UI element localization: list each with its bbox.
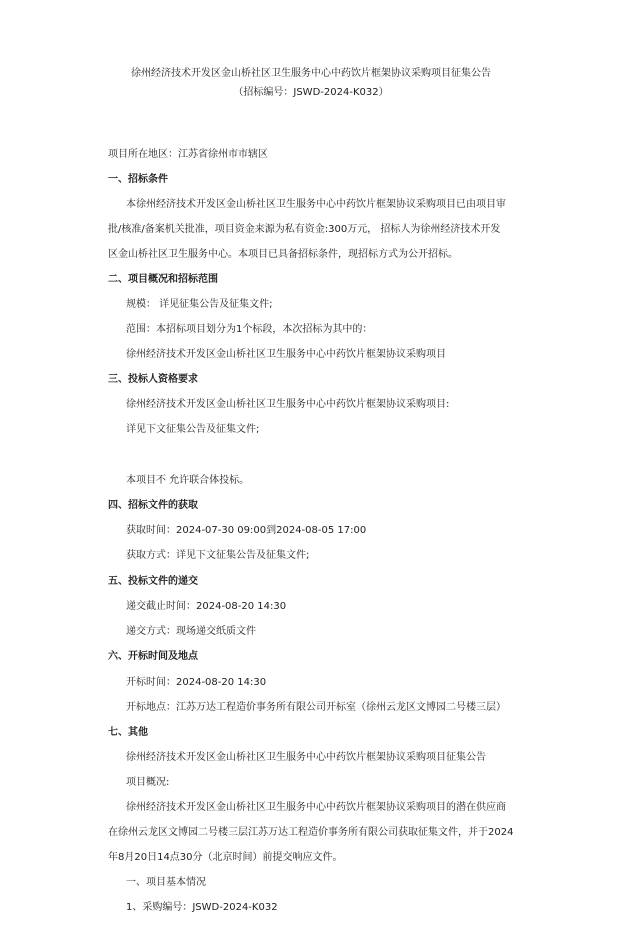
section-3-heading: 三、投标人资格要求 [108, 374, 198, 385]
section-2-range: 范围：本招标项目划分为1个标段，本次招标为其中的： [126, 324, 373, 335]
section-7-text: 徐州经济技术开发区金山桥社区卫生服务中心中药饮片框架协议采购项目征集公告 [126, 752, 486, 763]
section-3-joint: 本项目不 允许联合体投标。 [126, 475, 250, 486]
section-7-text: 在徐州云龙区文博园二号楼三层江苏万达工程造价事务所有限公司获取征集文件，并于2024 [108, 827, 514, 838]
section-6-time: 开标时间：2024-08-20 14:30 [126, 677, 267, 688]
section-1-heading: 一、招标条件 [108, 174, 168, 185]
section-2-item: 徐州经济技术开发区金山桥社区卫生服务中心中药饮片框架协议采购项目 [126, 349, 446, 360]
section-6-place: 开标地点：江苏万达工程造价事务所有限公司开标室（徐州云龙区文博园二号楼三层） [126, 702, 506, 713]
section-2-scale: 规模： 详见征集公告及征集文件; [126, 299, 273, 310]
section-6-heading: 六、开标时间及地点 [108, 651, 198, 662]
tender-number: （招标编号：JSWD-2024-K032） [233, 87, 389, 98]
section-5-method: 递交方式：现场递交纸质文件 [126, 626, 256, 637]
section-4-time: 获取时间：2024-07-30 09:00到2024-08-05 17:00 [126, 525, 367, 536]
title-block [0, 64, 622, 102]
section-3-item: 徐州经济技术开发区金山桥社区卫生服务中心中药饮片框架协议采购项目: [126, 399, 450, 410]
section-7-subheading: 一、项目基本情况 [126, 877, 206, 888]
section-5-deadline: 递交截止时间：2024-08-20 14:30 [126, 601, 287, 612]
section-4-method: 获取方式：详见下文征集公告及征集文件; [126, 550, 310, 561]
section-7-text: 徐州经济技术开发区金山桥社区卫生服务中心中药饮片框架协议采购项目的潜在供应商 [126, 802, 506, 813]
section-1-text: 批/核准/备案机关批准，项目资金来源为私有资金:300万元， 招标人为徐州经济技术开发 [108, 224, 501, 235]
section-7-heading: 七、其他 [108, 727, 148, 738]
section-3-detail: 详见下文征集公告及征集文件; [126, 424, 260, 435]
section-5-heading: 五、投标文件的递交 [108, 576, 198, 587]
section-7-text: 项目概况: [126, 777, 170, 788]
section-7-text: 1、采购编号：JSWD-2024-K032 [126, 902, 278, 913]
document-title: 徐州经济技术开发区金山桥社区卫生服务中心中药饮片框架协议采购项目征集公告 [131, 68, 491, 79]
section-4-heading: 四、招标文件的获取 [108, 500, 198, 511]
project-region: 项目所在地区：江苏省徐州市市辖区 [108, 149, 268, 160]
section-1-text: 区金山桥社区卫生服务中心。本项目已具备招标条件，现招标方式为公开招标。 [108, 249, 458, 260]
section-2-heading: 二、项目概况和招标范围 [108, 274, 218, 285]
section-1-text: 本徐州经济技术开发区金山桥社区卫生服务中心中药饮片框架协议采购项目已由项目审 [126, 199, 506, 210]
section-7-text: 年8月20日14点30分（北京时间）前提交响应文件。 [108, 852, 343, 863]
